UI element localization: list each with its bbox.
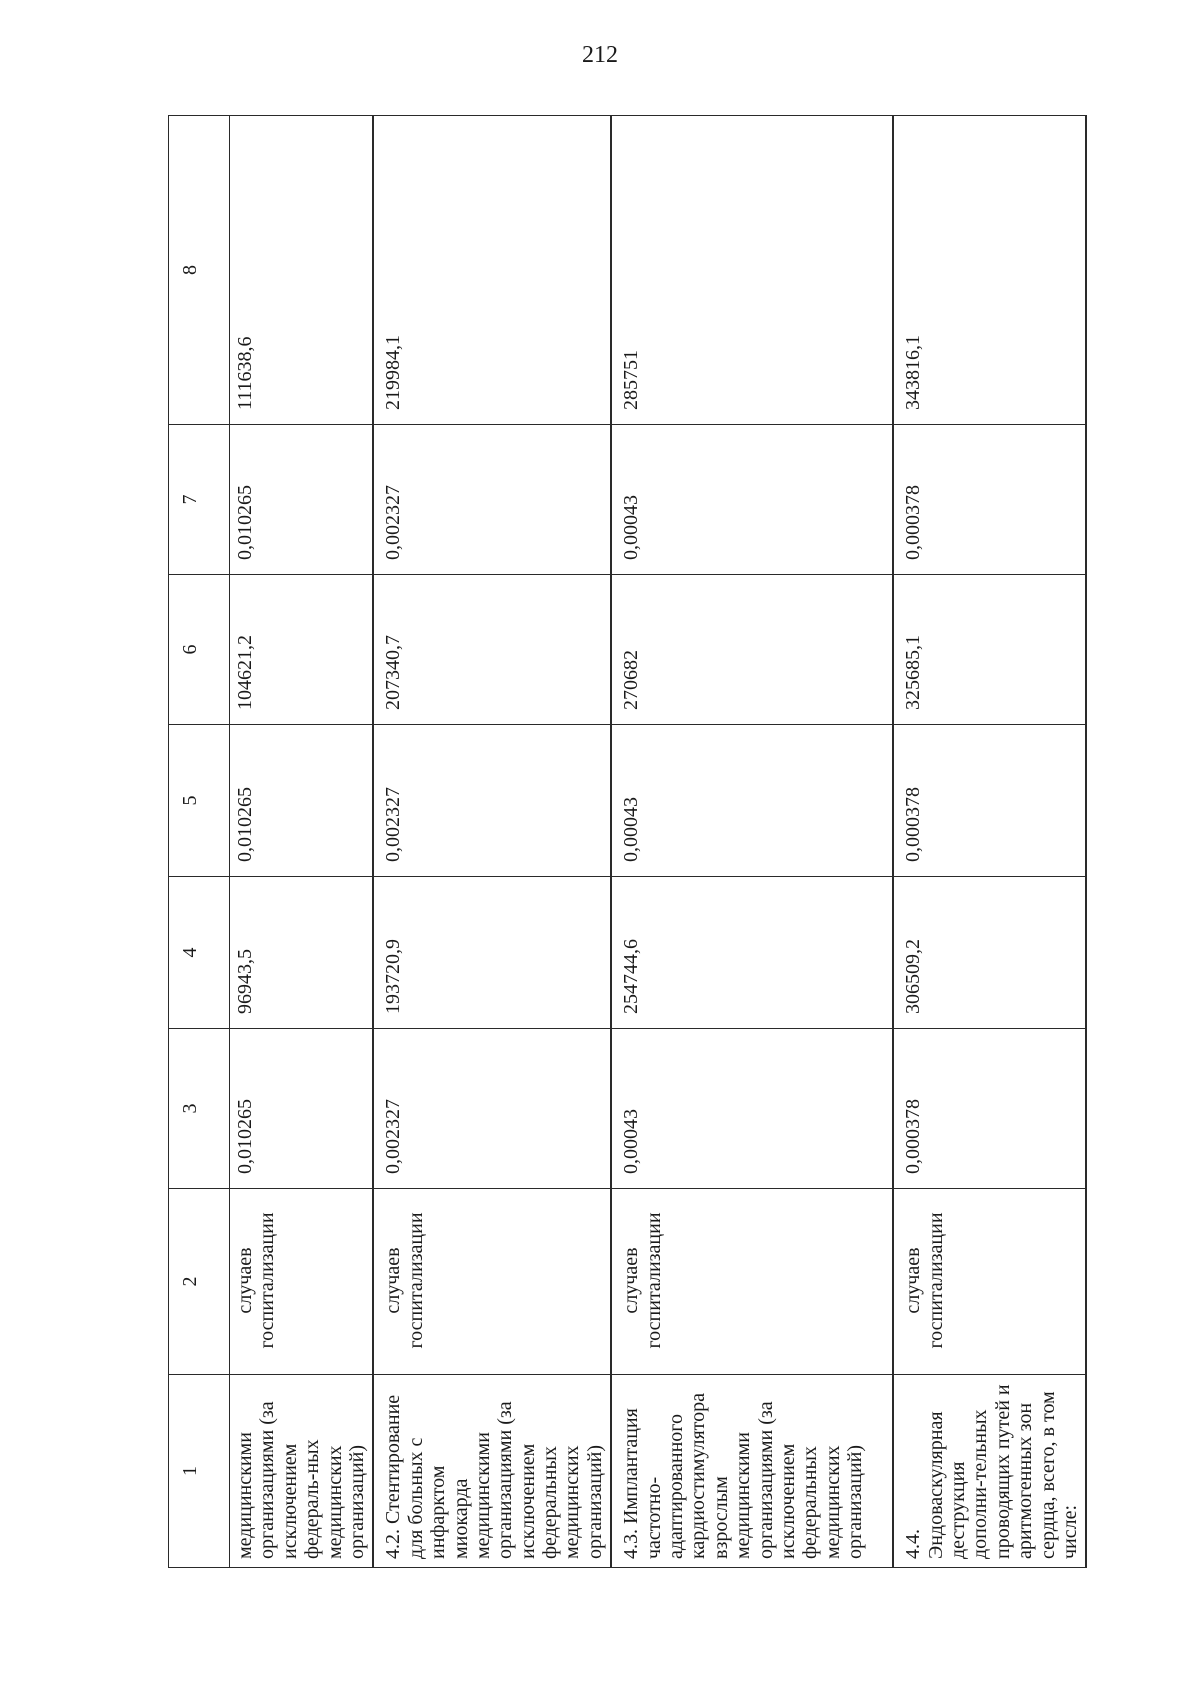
- service-name-cell: 4.2. Стентирование для больных с инфарктом миокарда медицинскими организациями (за исключением федеральных медицинских организаций): [373, 1375, 611, 1568]
- value-cell: 193720,9: [373, 877, 611, 1029]
- value-cell: 111638,6: [230, 116, 374, 425]
- unit-cell: случаев госпитализации: [611, 1189, 893, 1375]
- table-row: [893, 116, 1086, 1568]
- service-name-cell: 4.3. Имплантация частотно-адаптированного кардиостимулятора взрослым медицинскими организациями (за исключением федеральных медицинских организаций): [611, 1375, 893, 1568]
- header-cell: 4: [169, 877, 230, 1029]
- service-name-cell: 4.4. Эндоваскулярная деструкция дополни-тельных проводящих путей и аритмогенных зон сердца, всего, в том числе:: [893, 1375, 1086, 1568]
- value-cell: 0,000378: [893, 1029, 1086, 1189]
- value-cell: 0,000378: [893, 425, 1086, 575]
- header-cell: 7: [169, 425, 230, 575]
- value-cell: 104621,2: [230, 575, 374, 725]
- value-cell: 0,002327: [373, 425, 611, 575]
- header-cell: 1: [169, 1375, 230, 1568]
- value-cell: 0,010265: [230, 425, 374, 575]
- value-cell: 254744,6: [611, 877, 893, 1029]
- page-number: 212: [582, 42, 618, 68]
- value-cell: 0,002327: [373, 1029, 611, 1189]
- table-header-row: [169, 116, 230, 1568]
- value-cell: 0,00043: [611, 725, 893, 877]
- value-cell: 0,00043: [611, 1029, 893, 1189]
- unit-cell: случаев госпитализации: [373, 1189, 611, 1375]
- header-cell: 8: [169, 116, 230, 425]
- header-cell: 5: [169, 725, 230, 877]
- rotated-table-container: [168, 116, 1081, 1568]
- value-cell: 0,002327: [373, 725, 611, 877]
- value-cell: 207340,7: [373, 575, 611, 725]
- table-row: [611, 116, 893, 1568]
- value-cell: 306509,2: [893, 877, 1086, 1029]
- unit-cell: случаев госпитализации: [230, 1189, 374, 1375]
- value-cell: 0,010265: [230, 725, 374, 877]
- value-cell: 343816,1: [893, 116, 1086, 425]
- value-cell: 270682: [611, 575, 893, 725]
- value-cell: 219984,1: [373, 116, 611, 425]
- unit-cell: случаев госпитализации: [893, 1189, 1086, 1375]
- data-table: [168, 115, 1087, 1568]
- header-cell: 6: [169, 575, 230, 725]
- table-row: [230, 116, 374, 1568]
- value-cell: 325685,1: [893, 575, 1086, 725]
- table-row: [373, 116, 611, 1568]
- header-cell: 3: [169, 1029, 230, 1189]
- value-cell: 96943,5: [230, 877, 374, 1029]
- value-cell: 285751: [611, 116, 893, 425]
- header-cell: 2: [169, 1189, 230, 1375]
- value-cell: 0,00043: [611, 425, 893, 575]
- value-cell: 0,000378: [893, 725, 1086, 877]
- service-name-cell: медицинскими организациями (за исключением федераль-ных медицинских организаций): [230, 1375, 374, 1568]
- value-cell: 0,010265: [230, 1029, 374, 1189]
